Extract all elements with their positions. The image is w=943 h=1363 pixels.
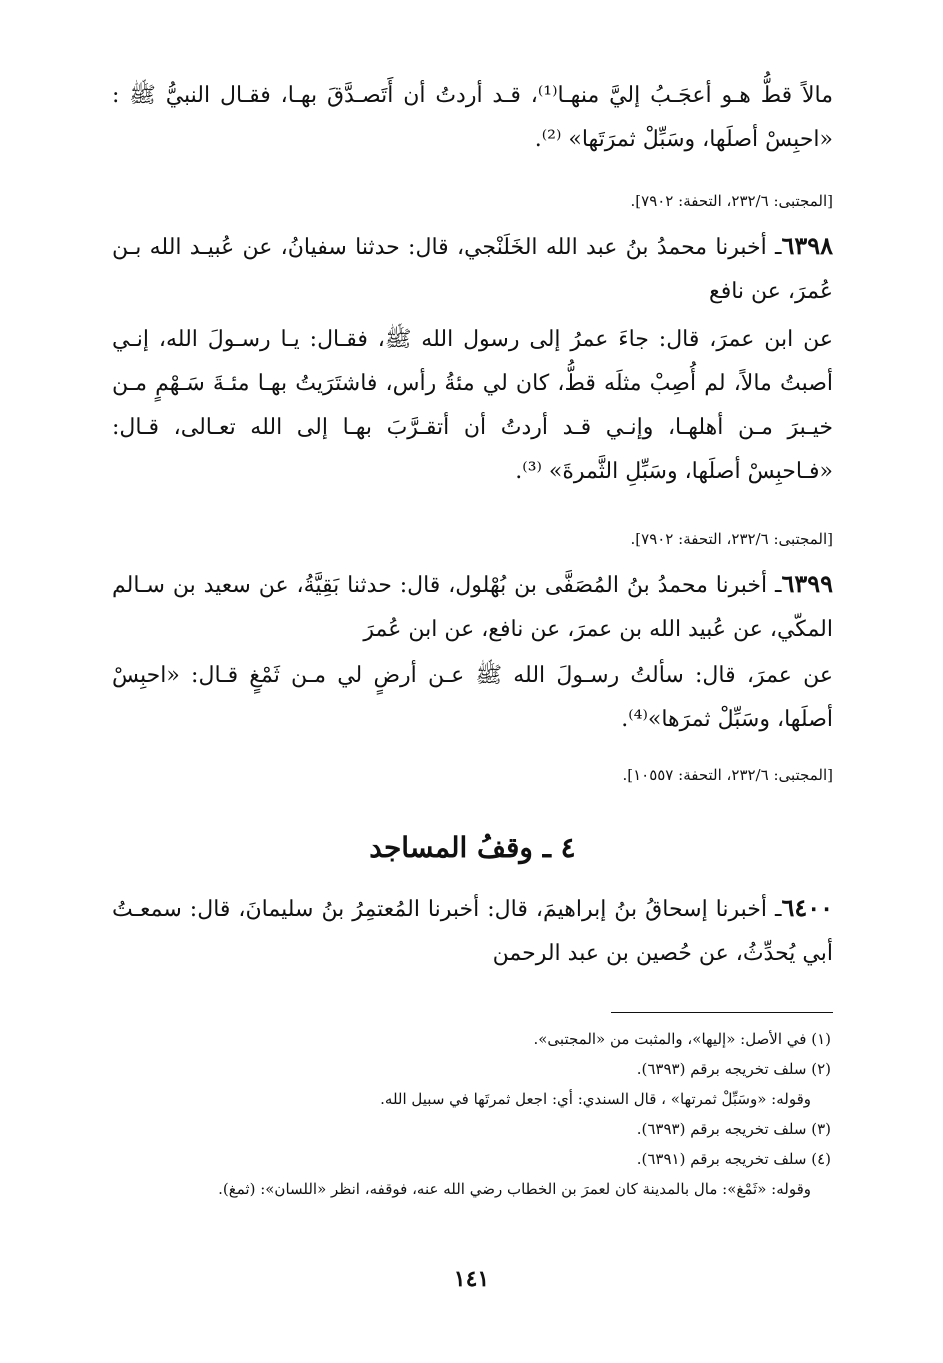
hadith-6399-isnad: ـ أخبرنا محمدُ بنُ المُصَفَّى بن بُهْلول، قال: حدثنا بَقِيَّةُ، عن سعيد بن سـالم المكّي، عن عُبيد الله بن عمرَ، عن نافع، عن ابن عُمرَ (112, 573, 833, 642)
footnote-4: (٤) سلف تخريجه برقم (٦٣٩١). (636, 1150, 831, 1168)
paragraph-hadith-6400-chain (112, 886, 833, 976)
page-number: ١٤١ (453, 1266, 490, 1292)
reference-line-2: [المجتبى: ٢٣٢/٦، التحفة: ٧٩٠٢]. (630, 530, 833, 548)
footnote-3: (٣) سلف تخريجه برقم (٦٣٩٣). (636, 1120, 831, 1138)
hadith-number-6398: ٦٣٩٨ (781, 231, 833, 260)
footnote-2-comment: وقوله: «وسَبِّلْ ثمرتها» ، قال السندي: أي: اجعل ثمرتَها في سبيل الله. (380, 1090, 811, 1108)
footnote-2: (٢) سلف تخريجه برقم (٦٣٩٣). (636, 1060, 831, 1078)
hadith-number-6400: ٦٤٠٠ (781, 893, 833, 922)
paragraph-hadith-6397-end: مالاً قطُّ هـو أعجَـبُ إليَّ منهـا⁽¹⁾، قـد أردتُ أن أَتَصـدَّقَ بهـا، فقـال النبيُّ ﷺ : «احبِسْ أصلَها، وسَبِّلْ ثمرَتَها» ⁽²⁾. (112, 83, 833, 152)
paragraph-hadith-6398-chain (112, 224, 833, 314)
hadith-6398-isnad: ـ أخبرنا محمدُ بنُ عبد الله الخَلَنْجي، قال: حدثنا سفيانُ، عن عُبيـد الله بـن عُمرَ، عن نافع (112, 235, 833, 304)
footnote-divider (611, 1012, 833, 1013)
reference-line-1: [المجتبى: ٢٣٢/٦، التحفة: ٧٩٠٢]. (630, 192, 833, 210)
paragraph-hadith-6399-chain (112, 562, 833, 652)
footnote-4-comment: وقوله: «ثَمْغ»: مال بالمدينة كان لعمرَ بن الخطاب رضي الله عنه، فوقفه، انظر «اللسان»: (ثمغ). (218, 1180, 811, 1198)
hadith-number-6399: ٦٣٩٩ (781, 569, 833, 598)
hadith-6400-isnad: ـ أخبرنا إسحاقُ بنُ إبراهيمَ، قال: أخبرنا المُعتمِرُ بنُ سليمانَ، قال: سمعـتُ أبي يُحدِّثُ، عن حُصين بن عبد الرحمن (112, 897, 833, 966)
section-heading: ٤ ـ وقفُ المساجد (369, 831, 576, 864)
reference-line-3: [المجتبى: ٢٣٢/٦، التحفة: ١٠٥٥٧]. (622, 766, 833, 784)
footnotes-list (112, 1024, 831, 1204)
paragraph-hadith-6398-text: عن ابن عمرَ، قال: جاءَ عمرُ إلى رسول الله ﷺ، فقـال: يـا رسـولَ الله، إنـي أصبتُ مالاً، لم أُصِبْ مثلَه قطُّ، كان لي مئةُ رأس، فاشتَرَيتُ بهـا مئـةَ سَـهْمٍ مـن خيـبرَ مـن أهلهـا، وإنـي قـد أردتُ أن أتقـرَّبَ بهـا إلى الله تعـالى، قـال: «فـاحبِسْ أصلَها، وسَبِّلِ الثَّمرةَ» ⁽³⁾. (112, 327, 833, 484)
footnote-1: (١) في الأصل: «إليها»، والمثبت من «المجتبى». (533, 1030, 831, 1048)
paragraph-hadith-6399-text: عن عمرَ، قال: سألتُ رسـولَ الله ﷺ عـن أرضٍ لي مـن ثَمْغٍ قـال: «احبِسْ أصلَها، وسَبِّلْ ثمرَها»⁽⁴⁾. (112, 663, 833, 732)
